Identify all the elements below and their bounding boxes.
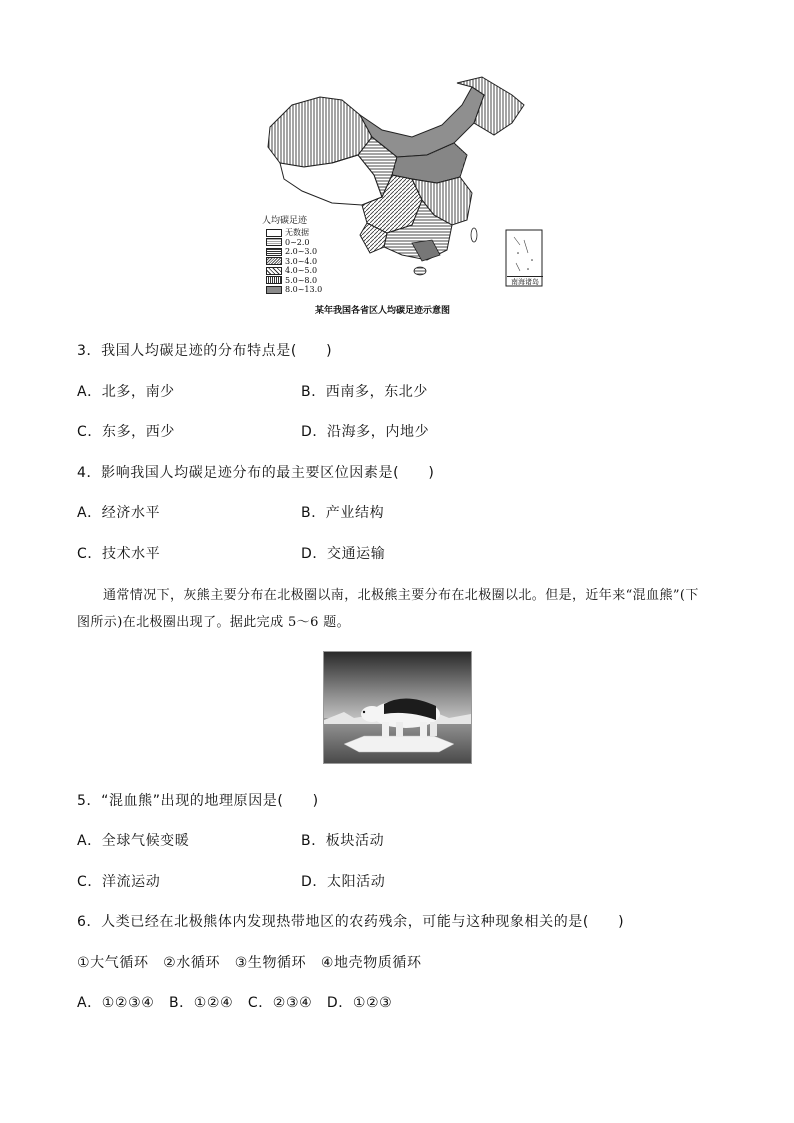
q4-option-c[interactable]: C．技术水平 [77, 546, 161, 562]
legend-title: 人均碳足迹 [262, 216, 308, 226]
legend-label: 8.0~13.0 [285, 285, 323, 295]
q3-stem: 3．我国人均碳足迹的分布特点是( ) [77, 343, 333, 359]
legend-swatch [266, 257, 282, 265]
passage-line-1: 通常情况下，灰熊主要分布在北极圈以南，北极熊主要分布在北极圈以北。但是，近年来“混血熊”(下 [103, 588, 699, 603]
legend [266, 228, 322, 295]
legend-item [266, 266, 322, 276]
legend-item [266, 257, 322, 267]
legend-label: 4.0~5.0 [285, 266, 318, 276]
legend-swatch [266, 267, 282, 275]
q3-option-d[interactable]: D．沿海多，内地少 [301, 424, 430, 440]
legend-item [266, 247, 322, 257]
q4-stem: 4．影响我国人均碳足迹分布的最主要区位因素是( ) [77, 465, 435, 481]
legend-swatch [266, 238, 282, 246]
q6-options[interactable]: A．①②③④ B．①②④ C．②③④ D．①②③ [77, 995, 393, 1011]
legend-item [266, 276, 322, 286]
inset-label: 南海诸岛 [507, 276, 543, 287]
q5-option-b[interactable]: B．板块活动 [301, 833, 385, 849]
legend-label: 5.0~8.0 [285, 275, 318, 285]
q5-stem: 5．“混血熊”出现的地理原因是( ) [77, 793, 319, 809]
legend-label: 无数据 [285, 228, 309, 238]
q5-option-c[interactable]: C．洋流运动 [77, 874, 161, 890]
hybrid-bear-photo [323, 651, 472, 764]
q3-option-c[interactable]: C．东多，西少 [77, 424, 175, 440]
q5-option-d[interactable]: D．太阳活动 [301, 874, 386, 890]
q3-option-b[interactable]: B．西南多，东北少 [301, 384, 429, 400]
q6-stem: 6．人类已经在北极熊体内发现热带地区的农药残余，可能与这种现象相关的是( ) [77, 914, 625, 930]
legend-label: 3.0~4.0 [285, 256, 318, 266]
carbon-map-figure [262, 75, 552, 300]
q6-items: ①大气循环 ②水循环 ③生物循环 ④地壳物质循环 [77, 955, 422, 971]
passage-line-2: 图所示)在北极圈出现了。据此完成 5～6 题。 [77, 615, 351, 630]
legend-label: 0~2.0 [285, 237, 310, 247]
q5-option-a[interactable]: A．全球气候变暖 [77, 833, 190, 849]
legend-swatch [266, 286, 282, 294]
q4-option-a[interactable]: A．经济水平 [77, 505, 161, 521]
q4-option-d[interactable]: D．交通运输 [301, 546, 386, 562]
legend-label: 2.0~3.0 [285, 247, 318, 257]
figure-caption: 某年我国各省区人均碳足迹示意图 [315, 306, 451, 316]
legend-swatch [266, 229, 282, 237]
legend-item [266, 228, 322, 238]
legend-item [266, 238, 322, 248]
legend-swatch [266, 276, 282, 284]
q3-option-a[interactable]: A．北多，南少 [77, 384, 175, 400]
legend-swatch [266, 248, 282, 256]
legend-item [266, 285, 322, 295]
q4-option-b[interactable]: B．产业结构 [301, 505, 385, 521]
